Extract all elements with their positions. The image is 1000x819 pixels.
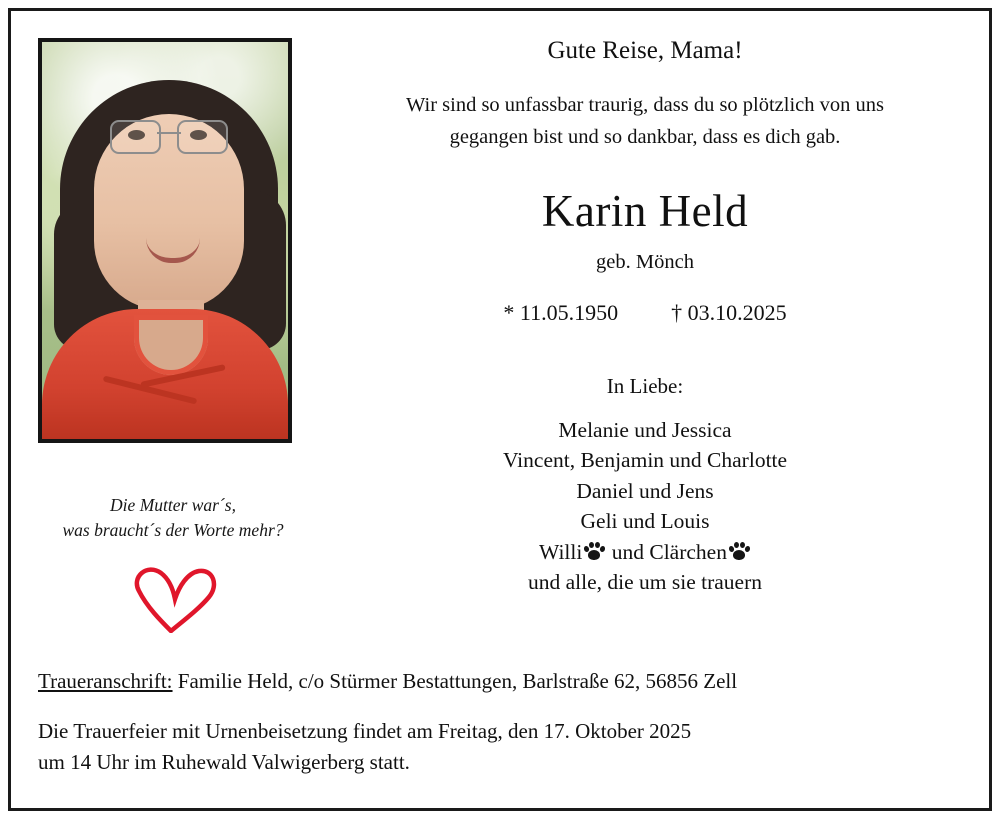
ceremony-line-2: um 14 Uhr im Ruhewald Valwigerberg statt. bbox=[38, 749, 410, 774]
glasses-lens-right bbox=[177, 120, 228, 154]
life-dates bbox=[320, 300, 970, 326]
ceremony-line-1: Die Trauerfeier mit Urnenbeisetzung findet am Freitag, den 17. Oktober 2025 bbox=[38, 719, 692, 744]
mourning-address bbox=[38, 669, 962, 694]
quote-line-1: Die Mutter war´s, bbox=[110, 495, 236, 515]
intro-line-1: Wir sind so unfassbar traurig, dass du so plötzlich von uns bbox=[405, 94, 885, 116]
ceremony-info bbox=[38, 716, 962, 777]
pet-name-claerchen: und Clärchen bbox=[611, 539, 727, 564]
intro-text bbox=[326, 90, 964, 154]
portrait-glasses bbox=[110, 120, 228, 152]
paw-print-icon bbox=[583, 541, 605, 561]
portrait-photo bbox=[42, 42, 288, 439]
list-item: Vincent, Benjamin und Charlotte bbox=[502, 448, 788, 473]
page-content bbox=[20, 20, 980, 799]
glasses-lens-left bbox=[110, 120, 161, 154]
portrait-photo-frame bbox=[38, 38, 292, 443]
footer-block bbox=[38, 669, 962, 777]
glasses-bridge bbox=[157, 132, 181, 134]
greeting-text: Gute Reise, Mama! bbox=[547, 37, 743, 64]
in-love-label: In Liebe: bbox=[606, 373, 684, 398]
death-date: † 03.10.2025 bbox=[671, 299, 787, 325]
left-column bbox=[38, 38, 308, 633]
survivors-list bbox=[320, 415, 970, 598]
pet-name-willi: Willi bbox=[539, 539, 583, 564]
mourning-address-text: Familie Held, c/o Stürmer Bestattungen, Barlstraße 62, 56856 Zell bbox=[177, 669, 738, 694]
list-item: Geli und Louis bbox=[580, 509, 710, 534]
deceased-name: Karin Held bbox=[541, 185, 749, 236]
heart-icon bbox=[125, 561, 221, 633]
maiden-name: geb. Mönch bbox=[596, 250, 694, 273]
mourning-address-label: Traueranschrift: bbox=[38, 669, 173, 694]
paw-print-icon bbox=[728, 541, 750, 561]
pets-line bbox=[320, 537, 970, 568]
right-column bbox=[320, 36, 970, 598]
closing-line: und alle, die um sie trauern bbox=[527, 570, 763, 595]
quote-block bbox=[38, 493, 308, 543]
list-item: Daniel und Jens bbox=[576, 478, 714, 503]
birth-date: * 11.05.1950 bbox=[503, 299, 619, 325]
heart-symbol-wrapper bbox=[38, 561, 308, 633]
quote-line-2: was braucht´s der Worte mehr? bbox=[62, 519, 284, 540]
list-item: Melanie und Jessica bbox=[558, 417, 732, 442]
intro-line-2: gegangen bist und so dankbar, dass es dich gab. bbox=[449, 125, 841, 148]
